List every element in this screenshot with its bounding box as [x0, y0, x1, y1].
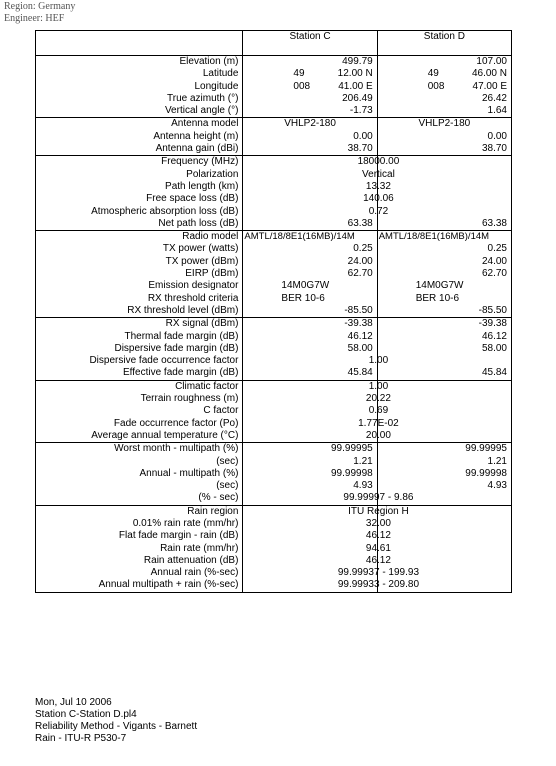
- rain-attenuation-value: 46.12: [365, 554, 391, 566]
- c-factor-value: 0.69: [368, 405, 389, 417]
- thermal-d: 46.12: [481, 330, 507, 342]
- label-eirp: EIRP (dBm): [185, 268, 239, 280]
- label-rx-threshold: RX threshold level (dBm): [127, 304, 239, 316]
- lat-min-d: 46.00 N: [471, 68, 507, 80]
- terrain-roughness-value: 20.22: [365, 393, 391, 405]
- lon-min-d: 47.00 E: [472, 80, 507, 92]
- path-station-c: [243, 156, 400, 231]
- geo-station-c: [243, 56, 377, 118]
- pct-sec-value: 99.99997 - 9.86: [343, 492, 414, 504]
- report-footer: [35, 697, 197, 745]
- antenna-station-c: [243, 118, 377, 156]
- worst-pct-d: 99.99995: [465, 443, 507, 455]
- radio-station-d: [377, 231, 511, 318]
- station-d-header: Station D: [377, 31, 511, 56]
- section-geo: [36, 56, 512, 118]
- label-dispersive-fade: Dispersive fade margin (dB): [114, 342, 239, 354]
- dispersive-d: 58.00: [481, 342, 507, 354]
- rain-rate-value: 94.61: [365, 542, 391, 554]
- label-c-factor: C factor: [203, 405, 239, 417]
- label-rx-signal: RX signal (dBm): [165, 318, 239, 330]
- annual-pct-d: 99.99998: [465, 467, 507, 479]
- radio-model-d: AMTL/18/8E1(16MB)/14M: [378, 231, 490, 243]
- free-space-value: 140.06: [363, 193, 394, 205]
- region-label: Region: Germany: [4, 1, 76, 12]
- antenna-gain-d: 38.70: [481, 143, 507, 155]
- path-length-value: 13.32: [365, 180, 391, 192]
- lon-deg-c: 008: [293, 80, 311, 92]
- radio-labels: [36, 231, 243, 318]
- latitude-d: [378, 68, 511, 80]
- tx-watts-d: 0.25: [487, 243, 507, 255]
- multipath-station-c: [243, 443, 414, 505]
- label-annual-sec: (sec): [216, 480, 239, 492]
- atmospheric-value: 0.72: [368, 205, 389, 217]
- lon-deg-d: 008: [427, 80, 445, 92]
- label-rain-rate-001: 0.01% rain rate (mm/hr): [132, 517, 239, 529]
- label-worst-month-pct: Worst month - multipath (%): [114, 443, 239, 455]
- label-frequency: Frequency (MHz): [161, 156, 239, 168]
- section-radio: [36, 231, 512, 318]
- dispersive-c: 58.00: [347, 342, 373, 354]
- multipath-labels: [36, 443, 243, 505]
- label-tx-dbm: TX power (dBm): [165, 255, 239, 267]
- fade-occurrence-value: 1.77E-02: [358, 417, 399, 429]
- rx-signal-d: -39.38: [478, 318, 507, 330]
- multipath-station-d: [377, 443, 511, 505]
- label-vertical-angle: Vertical angle (°): [164, 105, 239, 117]
- path-station-d: [377, 156, 511, 231]
- label-dispersive-occurrence: Dispersive fade occurrence factor: [89, 355, 239, 367]
- frequency-row: [243, 156, 400, 168]
- thermal-c: 46.12: [347, 330, 373, 342]
- label-latitude: Latitude: [202, 68, 239, 80]
- label-rain-rate: Rain rate (mm/hr): [160, 542, 239, 554]
- vangle-c: -1.73: [349, 105, 373, 117]
- annual-sec-d: 4.93: [487, 480, 507, 492]
- antenna-station-d: [377, 118, 511, 156]
- antenna-height-d: 0.00: [487, 130, 507, 142]
- criteria-c: BER 10-6: [281, 292, 325, 304]
- engineer-label: Engineer: HEF: [4, 13, 65, 24]
- emission-d: 14M0G7W: [415, 280, 464, 292]
- tx-dbm-c: 24.00: [347, 255, 373, 267]
- radio-model-c: AMTL/18/8E1(16MB)/14M: [244, 231, 355, 243]
- annual-sec-c: 4.93: [353, 480, 373, 492]
- rx-signal-c: -39.38: [344, 318, 373, 330]
- worst-sec-d: 1.21: [487, 455, 507, 467]
- antenna-height-c: 0.00: [353, 130, 373, 142]
- section-climate: [36, 380, 512, 442]
- radio-station-c: [243, 231, 377, 318]
- occurrence-value: 1.00: [368, 355, 389, 367]
- label-antenna-gain: Antenna gain (dBi): [155, 143, 239, 155]
- lat-deg-c: 49: [293, 68, 305, 80]
- rain-region-value: ITU Region H: [348, 505, 409, 517]
- label-emission: Emission designator: [148, 280, 239, 292]
- label-polarization: Polarization: [186, 168, 239, 180]
- label-path-length: Path length (km): [165, 180, 239, 192]
- section-multipath: [36, 443, 512, 505]
- latitude-c: [243, 68, 376, 80]
- frequency-value: 18000.00: [357, 156, 400, 168]
- tx-dbm-d: 24.00: [481, 255, 507, 267]
- occurrence-row: [243, 355, 389, 367]
- label-net-path-loss: Net path loss (dB): [158, 217, 239, 229]
- climate-labels: [36, 380, 243, 442]
- station-header-row: [36, 31, 512, 56]
- link-report-table: [35, 30, 512, 593]
- antenna-model-d: VHLP2-180: [418, 118, 471, 130]
- label-free-space-loss: Free space loss (dB): [146, 193, 239, 205]
- criteria-d: BER 10-6: [415, 292, 460, 304]
- rain-labels: [36, 505, 243, 592]
- avg-temperature-value: 20.00: [365, 429, 391, 441]
- effective-d: 45.84: [481, 367, 507, 379]
- header-blank-cell: [36, 31, 243, 56]
- footer-date: Mon, Jul 10 2006: [35, 697, 112, 708]
- rain-rate-001-value: 32.00: [365, 517, 391, 529]
- net-loss-d: 63.38: [481, 217, 507, 229]
- lat-deg-d: 49: [427, 68, 439, 80]
- geo-station-d: [377, 56, 511, 118]
- label-annual-rain: Annual rain (%-sec): [150, 567, 239, 579]
- label-thermal-fade: Thermal fade margin (dB): [124, 330, 239, 342]
- climatic-factor-value: 1.00: [368, 380, 389, 392]
- longitude-c: [243, 81, 376, 93]
- antenna-model-c: VHLP2-180: [284, 118, 336, 130]
- tx-watts-c: 0.25: [353, 243, 373, 255]
- annual-rain-value: 99.99937 - 199.93: [337, 567, 420, 579]
- label-flat-fade-rain: Flat fade margin - rain (dB): [118, 530, 239, 542]
- label-terrain-roughness: Terrain roughness (m): [140, 393, 239, 405]
- vangle-d: 1.64: [487, 105, 507, 117]
- longitude-d: [378, 81, 511, 93]
- polarization-row: [243, 168, 395, 181]
- threshold-c: -85.50: [344, 304, 373, 316]
- fade-labels: [36, 318, 243, 380]
- effective-c: 45.84: [347, 367, 373, 379]
- annual-multipath-rain-value: 99.99933 - 209.80: [337, 579, 420, 591]
- polarization-value: Vertical: [362, 168, 395, 180]
- net-loss-c: 63.38: [347, 217, 373, 229]
- antenna-gain-c: 38.70: [347, 143, 373, 155]
- worst-pct-c: 99.99995: [330, 443, 373, 455]
- azimuth-d: 26.42: [481, 92, 507, 104]
- station-c-header: Station C: [243, 31, 377, 56]
- annual-pct-c: 99.99998: [330, 467, 373, 479]
- label-azimuth: True azimuth (°): [167, 92, 239, 104]
- label-annual-pct: Annual - multipath (%): [139, 467, 239, 479]
- climate-values: [243, 380, 399, 442]
- worst-sec-c: 1.21: [353, 455, 373, 467]
- geo-labels: [36, 56, 243, 118]
- section-path: [36, 156, 512, 231]
- eirp-c: 62.70: [347, 268, 373, 280]
- label-longitude: Longitude: [194, 80, 239, 92]
- elevation-d: 107.00: [476, 56, 507, 67]
- label-avg-temperature: Average annual temperature (°C): [91, 429, 239, 441]
- threshold-d: -85.50: [478, 304, 507, 316]
- label-worst-month-sec: (sec): [216, 455, 239, 467]
- label-pct-sec: (% - sec): [198, 492, 239, 504]
- lon-min-c: 41.00 E: [338, 80, 373, 92]
- label-rx-criteria: RX threshold criteria: [147, 292, 239, 304]
- footer-file: Station C-Station D.pl4: [35, 709, 137, 720]
- label-fade-occurrence: Fade occurrence factor (Po): [113, 417, 239, 429]
- rain-values: [243, 505, 420, 592]
- azimuth-c: 206.49: [342, 92, 373, 104]
- fade-station-c: [243, 318, 389, 380]
- label-tx-watts: TX power (watts): [162, 243, 239, 255]
- emission-c: 14M0G7W: [281, 280, 330, 292]
- section-fade: [36, 318, 512, 380]
- label-rain-attenuation: Rain attenuation (dB): [143, 554, 239, 566]
- label-antenna-model: Antenna model: [171, 118, 239, 130]
- label-atmospheric-loss: Atmospheric absorption loss (dB): [91, 205, 239, 217]
- path-labels: [36, 156, 243, 231]
- lat-min-c: 12.00 N: [337, 68, 373, 80]
- atmospheric-row: [243, 205, 389, 218]
- section-antenna: [36, 118, 512, 156]
- label-effective-fade: Effective fade margin (dB): [122, 367, 239, 379]
- footer-rain: Rain - ITU-R P530-7: [35, 733, 127, 744]
- label-annual-multipath-rain: Annual multipath + rain (%-sec): [98, 579, 239, 591]
- flat-fade-rain-value: 46.12: [365, 530, 391, 542]
- antenna-labels: [36, 118, 243, 156]
- fade-station-d: [377, 318, 511, 380]
- label-radio-model: Radio model: [182, 231, 239, 243]
- footer-method: Reliability Method - Vigants - Barnett: [35, 721, 198, 732]
- label-climatic-factor: Climatic factor: [175, 380, 239, 392]
- label-antenna-height: Antenna height (m): [153, 130, 239, 142]
- path-length-row: [243, 180, 391, 193]
- label-rain-region: Rain region: [187, 505, 239, 517]
- label-elevation: Elevation (m): [179, 56, 239, 67]
- elevation-c: 499.79: [342, 56, 373, 67]
- section-rain: [36, 505, 512, 592]
- eirp-d: 62.70: [481, 268, 507, 280]
- free-space-row: [243, 193, 394, 205]
